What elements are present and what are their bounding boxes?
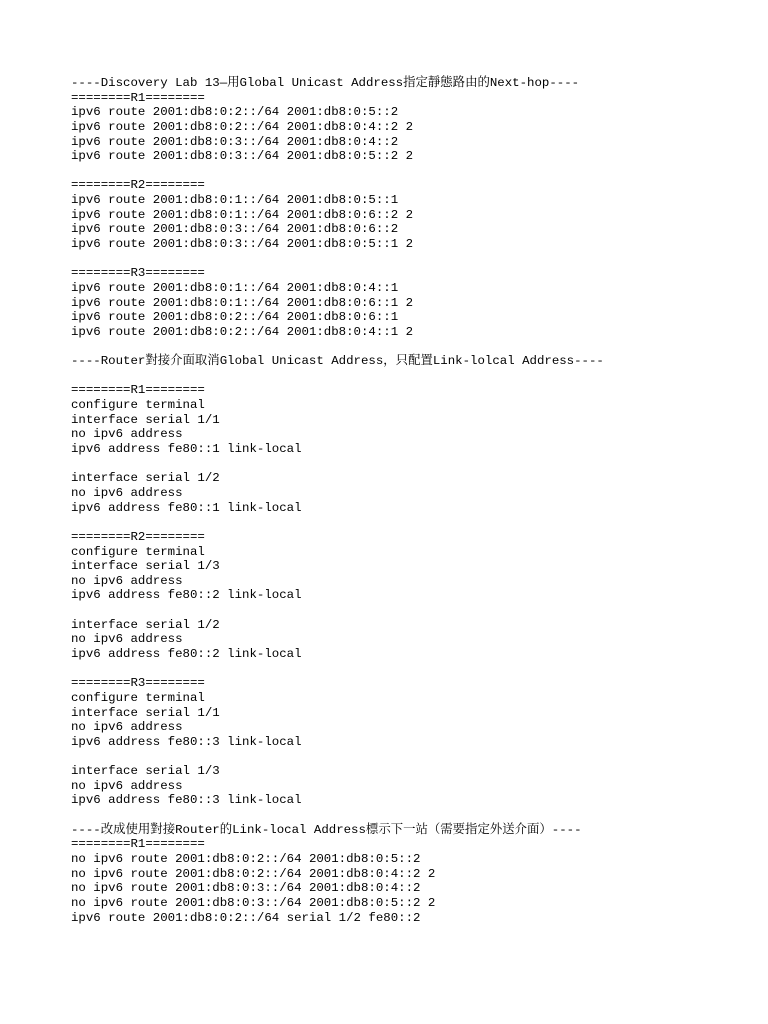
text-block [71,530,751,603]
text-line: ipv6 route 2001:db8:0:2::/64 serial 1/2 fe80::2 [71,910,421,925]
text-line: interface serial 1/2 [71,617,220,632]
text-line: interface serial 1/3 [71,764,220,779]
text-block [71,618,751,662]
paragraph-gap [71,603,751,618]
text-line: ========R1======== [71,383,205,398]
text-line: ipv6 address fe80::2 link-local [71,646,302,661]
text-line: ----Router對接介面取消Global Unicast Address，只配置Link-lolcal Address---- [71,354,604,369]
text-block [71,823,751,925]
text-line: interface serial 1/2 [71,471,220,486]
text-line: ========R1======== [71,90,205,105]
paragraph-gap [71,340,751,355]
text-block [71,266,751,339]
paragraph-gap [71,369,751,384]
text-block [71,383,751,456]
text-line: configure terminal [71,398,205,413]
text-line: no ipv6 address [71,427,183,442]
text-line: no ipv6 address [71,632,183,647]
paragraph-gap [71,808,751,823]
text-line: ipv6 route 2001:db8:0:2::/64 2001:db8:0:6::1 [71,310,399,325]
text-line: interface serial 1/1 [71,412,220,427]
text-line: interface serial 1/3 [71,559,220,574]
text-line: configure terminal [71,690,205,705]
text-line: ========R2======== [71,178,205,193]
document-page [71,76,751,925]
paragraph-gap [71,457,751,472]
paragraph-gap [71,749,751,764]
text-line: ========R3======== [71,266,205,281]
text-line: ========R1======== [71,837,205,852]
text-block [71,178,751,251]
text-block [71,764,751,808]
text-line: no ipv6 address [71,485,183,500]
paragraph-gap [71,662,751,677]
text-line: ========R3======== [71,676,205,691]
text-line: ipv6 route 2001:db8:0:2::/64 2001:db8:0:4::2 2 [71,119,414,134]
text-line: ----改成使用對接Router的Link-local Address標示下一站（需要指定外送介面）---- [71,822,582,837]
text-line: ipv6 route 2001:db8:0:1::/64 2001:db8:0:6::2 2 [71,207,414,222]
text-line: ipv6 route 2001:db8:0:3::/64 2001:db8:0:4::2 [71,134,399,149]
text-line: ipv6 route 2001:db8:0:1::/64 2001:db8:0:4::1 [71,280,399,295]
text-block [71,76,751,164]
text-line: ipv6 address fe80::1 link-local [71,442,302,457]
paragraph-gap [71,515,751,530]
text-line: ipv6 route 2001:db8:0:1::/64 2001:db8:0:5::1 [71,193,399,208]
text-line: no ipv6 route 2001:db8:0:2::/64 2001:db8:0:4::2 2 [71,866,436,881]
text-line: ipv6 address fe80::3 link-local [71,734,302,749]
text-line: ----Discovery Lab 13—用Global Unicast Address指定靜態路由的Next-hop---- [71,76,580,90]
text-block [71,471,751,515]
text-line: ipv6 route 2001:db8:0:3::/64 2001:db8:0:5::1 2 [71,237,414,252]
text-line: no ipv6 address [71,778,183,793]
text-line: ipv6 route 2001:db8:0:3::/64 2001:db8:0:6::2 [71,222,399,237]
text-line: no ipv6 route 2001:db8:0:3::/64 2001:db8:0:4::2 [71,881,421,896]
text-line: ipv6 route 2001:db8:0:3::/64 2001:db8:0:5::2 2 [71,149,414,164]
paragraph-gap [71,164,751,179]
text-line: no ipv6 address [71,573,183,588]
text-line: no ipv6 route 2001:db8:0:2::/64 2001:db8:0:5::2 [71,851,421,866]
text-line: ipv6 address fe80::1 link-local [71,500,302,515]
text-line: no ipv6 route 2001:db8:0:3::/64 2001:db8:0:5::2 2 [71,895,436,910]
paragraph-gap [71,252,751,267]
text-line: interface serial 1/1 [71,705,220,720]
text-block [71,354,751,369]
text-line: ipv6 address fe80::2 link-local [71,588,302,603]
text-line: ipv6 route 2001:db8:0:1::/64 2001:db8:0:6::1 2 [71,295,414,310]
text-line: ipv6 address fe80::3 link-local [71,793,302,808]
text-line: no ipv6 address [71,720,183,735]
text-line: ipv6 route 2001:db8:0:2::/64 2001:db8:0:4::1 2 [71,324,414,339]
text-line: ========R2======== [71,529,205,544]
text-block [71,676,751,749]
text-line: ipv6 route 2001:db8:0:2::/64 2001:db8:0:5::2 [71,105,399,120]
text-line: configure terminal [71,544,205,559]
